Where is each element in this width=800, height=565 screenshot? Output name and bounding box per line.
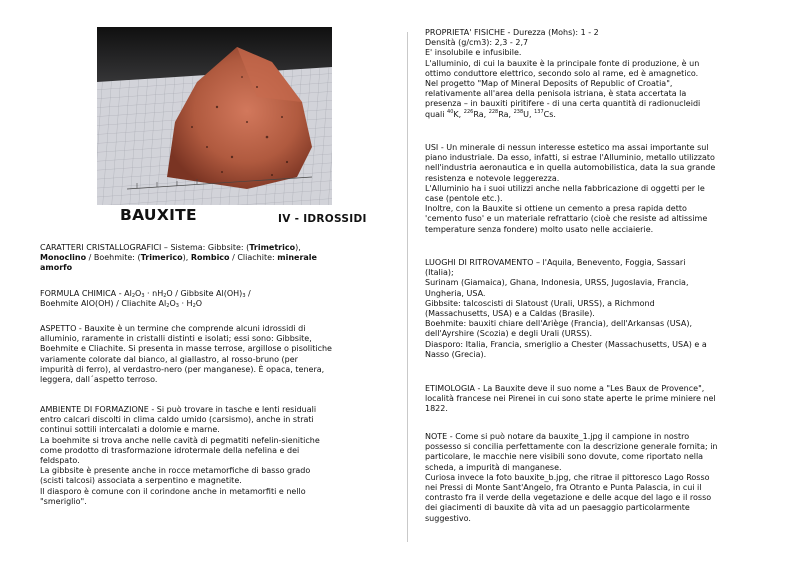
usi-line: temperature senza fondere) molto usato nelle acciaierie. [425, 224, 654, 234]
note-line: contrasto fra il verde della vegetazione e delle acque del lago e il rosso [425, 493, 712, 503]
etimologia-line: località francese nei Pirenei in cui sono state aperte le prime miniere nel [425, 394, 716, 404]
ambiente-line: AMBIENTE DI FORMAZIONE - Si può trovare in tasche e lenti residuali [40, 405, 317, 414]
mineral-class: IV - IDROSSIDI [278, 213, 367, 225]
luoghi-line: LUOGHI DI RITROVAMENTO – l'Aquila, Benevento, Foggia, Sassari [425, 258, 686, 267]
usi-line: nell'industria aeronautica e in quella automobilistica, data la sua grande [425, 163, 716, 173]
usi-line: Inoltre, con la Bauxite si ottiene un cemento a presa rapida detto [425, 204, 687, 214]
aspetto-line: Boehmite e Cliachite. Si presenta in masse terrose, argillose o pisolitiche [40, 344, 332, 354]
section-note [425, 432, 718, 524]
radionucleidi-line: quali $^{40}$K, $^{226}$Ra, $^{228}$Ra, $^{238}$U, $^{137}$Cs. [425, 108, 556, 119]
aspetto-line: impurità di ferro), al verdastro-nero (per manganese). È opaca, tenera, [40, 364, 325, 374]
formula-line-2: Boehmite AlO(OH) / Cliachite $Al_2O_3 \cdot H_2O$ [40, 299, 203, 310]
usi-line: 'cemento fuso' e un materiale refrattario (cioè che resiste ad altissime [425, 214, 708, 224]
section-aspetto [40, 324, 332, 385]
mineral-photo [97, 27, 332, 205]
section-caratteri-cristallografici [40, 243, 317, 274]
usi-line: case (pentole etc.). [425, 194, 503, 204]
section-usi [425, 143, 715, 235]
luoghi-line: Nasso (Grecia). [425, 349, 487, 359]
section-proprieta-fisiche [425, 28, 700, 120]
section-formula-chimica [40, 289, 251, 309]
note-line: suggestivo. [425, 513, 471, 523]
luoghi-line: Ungheria, USA. [425, 288, 486, 298]
aspetto-line: alluminio, raramente in cristalli distinti e isolati; essi sono: Gibbsite, [40, 334, 312, 344]
proprieta-line: E' insolubile e infusibile. [425, 48, 522, 58]
note-line: particolare, le macchie nere visibili sono dovute, come riportato nella [425, 452, 704, 462]
luoghi-line: dell'Ayrshire (Scozia) e degli Urali (URSS). [425, 329, 593, 339]
formula-line-1: FORMULA CHIMICA - $Al_2O_3 \cdot nH_2O$ / Gibbsite $Al(OH)_3$ / [40, 289, 251, 299]
proprieta-line: presenza – in bauxiti piritifere - di una certa quantità di radionucleidi [425, 99, 701, 109]
luoghi-line: (Italia); [425, 268, 454, 278]
cristallografici-line-2: Monoclino / Boehmite: (Trimerico), Rombico / Cliachite: minerale [40, 253, 317, 263]
etimologia-line: 1822. [425, 404, 448, 414]
proprieta-line: Densità (g/cm3): 2,3 - 2,7 [425, 38, 529, 48]
ambiente-line: (scisti talcosi) associata a serpentino e magnetite. [40, 476, 242, 486]
proprieta-line: ottimo conduttore elettrico, secondo solo al rame, ed è amagnetico. [425, 68, 699, 78]
note-line: nei Pressi di Monte Sant'Angelo, fra Otranto e Punta Palascia, in cui il [425, 483, 702, 493]
ambiente-line: come prodotto di trasformazione idrotermale della nefelina e dei [40, 445, 300, 455]
luoghi-line: Boehmite: bauxiti chiare dell'Ariège (Francia), dell'Arkansas (USA), [425, 319, 692, 329]
mineral-title: BAUXITE [120, 206, 197, 224]
aspetto-line: leggera, dall´aspetto terroso. [40, 375, 158, 385]
ambiente-line: feldspato. [40, 456, 80, 466]
usi-line: piano industriale. Da esso, infatti, si estrae l'Alluminio, metallo utilizzato [425, 153, 715, 163]
ambiente-line: entro calcari discolti in clima caldo umido (carsismo), anche in strati [40, 415, 314, 425]
bauxite-specimen-image [97, 27, 332, 205]
note-line: Curiosa invece la foto bauxite_b.jpg, che ritrae il pittoresco Lago Rosso [425, 472, 710, 482]
aspetto-line: variamente colorate dal bianco, al giallastro, al rosso-bruno (per [40, 354, 298, 364]
note-line: scheda, a impurità di manganese. [425, 462, 562, 472]
usi-line: resistenza e notevole leggerezza. [425, 173, 560, 183]
cristallografici-line-3: amorfo [40, 263, 73, 273]
luoghi-line: Gibbsite: talcoscisti di Slatoust (Urali, URSS), a Richmond [425, 298, 655, 308]
aspetto-line: ASPETTO - Bauxite è un termine che comprende alcuni idrossidi di [40, 324, 306, 333]
proprieta-line: PROPRIETA' FISICHE - Durezza (Mohs): 1 - 2 [425, 28, 599, 37]
usi-line: USI - Un minerale di nessun interesse estetico ma assai importante sul [425, 143, 709, 152]
luoghi-line: Surinam (Giamaica), Ghana, Indonesia, URSS, Jugoslavia, Francia, [425, 278, 689, 288]
luoghi-line: Diasporo: Italia, Francia, smeriglio a Chester (Massachusetts, USA) e a [425, 339, 707, 349]
ambiente-line: La gibbsite è presente anche in rocce metamorfiche di basso grado [40, 466, 311, 476]
column-divider [407, 32, 408, 542]
section-etimologia [425, 384, 716, 415]
ambiente-line: La boehmite si trova anche nelle cavità di pegmatiti nefelin-sienitiche [40, 435, 320, 445]
section-luoghi-ritrovamento [425, 258, 707, 360]
proprieta-line: L'alluminio, di cui la bauxite è la principale fonte di produzione, è un [425, 58, 700, 68]
ambiente-line: "smeriglio". [40, 496, 87, 506]
ambiente-line: Il diasporo è comune con il corindone anche in metamorfiti e nello [40, 486, 306, 496]
cristallografici-line-1: CARATTERI CRISTALLOGRAFICI – Sistema: Gibbsite: (Trimetrico), [40, 243, 301, 252]
usi-line: L'Alluminio ha i suoi utilizzi anche nella fabbricazione di oggetti per le [425, 183, 705, 193]
ambiente-line: continui sottili intercalati a dolomie e marne. [40, 425, 220, 435]
etimologia-line: ETIMOLOGIA - La Bauxite deve il suo nome a "Les Baux de Provence", [425, 384, 705, 393]
note-line: dei giacimenti di bauxite dà vita ad un paesaggio particolarmente [425, 503, 690, 513]
proprieta-line: Nel progetto "Map of Mineral Deposits of Republic of Croatia", [425, 79, 673, 89]
note-line: possesso si concilia perfettamente con la descrizione generale fornita; in [425, 442, 718, 452]
section-ambiente-formazione [40, 405, 320, 507]
proprieta-line: relativamente all'area della penisola istriana, è stata accertata la [425, 89, 687, 99]
note-line: NOTE - Come si può notare da bauxite_1.jpg il campione in nostro [425, 432, 690, 441]
luoghi-line: (Massachusetts, USA) e a Caldas (Brasile). [425, 309, 595, 319]
